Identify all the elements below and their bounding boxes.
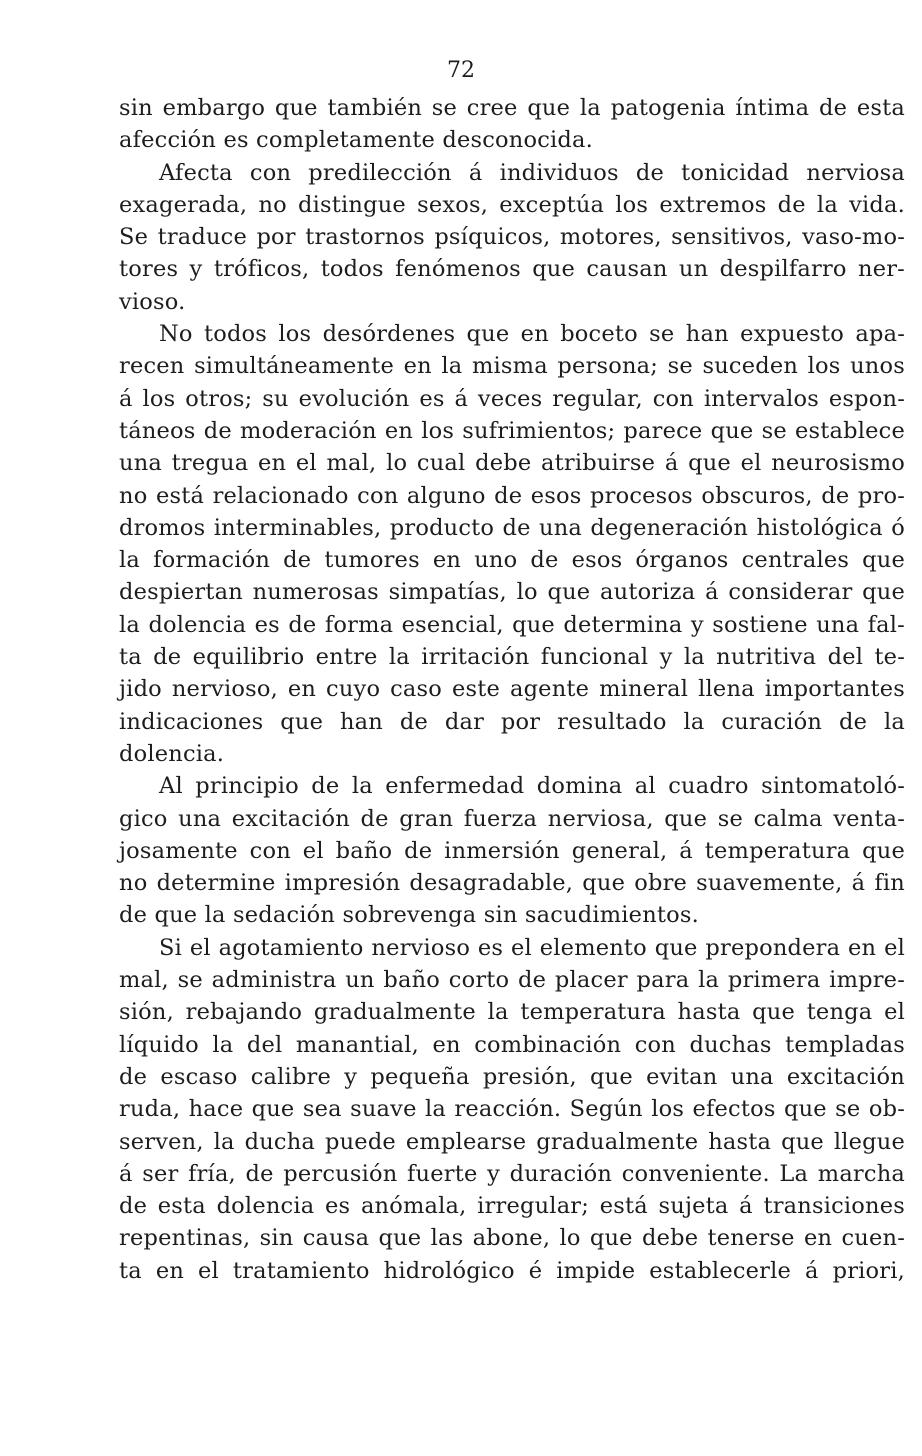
text-line: Si el agotamiento nervioso es el elemento que prepondera en el (159, 934, 905, 961)
text-line: tores y tróficos, todos fenómenos que causan un despilfarro ner- (119, 256, 905, 283)
text-line: exagerada, no distingue sexos, exceptúa los extremos de la vida. (119, 191, 905, 218)
text-line: á los otros; su evolución es á veces regular, con intervalos espon- (119, 385, 905, 412)
text-line: No todos los desórdenes que en boceto se han expuesto apa- (159, 321, 905, 348)
text-line: indicaciones que han de dar por resultado la curación de la (119, 708, 905, 735)
text-line: una tregua en el mal, lo cual debe atribuirse á que el neurosismo (119, 450, 905, 477)
text-line: gico una excitación de gran fuerza nerviosa, que se calma venta- (119, 805, 905, 832)
text-line: jido nervioso, en cuyo caso este agente mineral llena importantes (119, 676, 905, 703)
text-line: á ser fría, de percusión fuerte y duración conveniente. La marcha (119, 1160, 905, 1187)
text-line: serven, la ducha puede emplearse gradualmente hasta que llegue (119, 1128, 905, 1155)
text-line: de que la sedación sobrevenga sin sacudimientos. (119, 902, 699, 929)
text-line: josamente con el baño de inmersión general, á temperatura que (119, 837, 905, 864)
text-line: Al principio de la enfermedad domina al cuadro sintomatoló- (159, 773, 905, 800)
text-line: la dolencia es de forma esencial, que determina y sostiene una fal- (119, 611, 905, 638)
text-line: la formación de tumores en uno de esos órganos centrales que (119, 547, 905, 574)
text-line: sión, rebajando gradualmente la temperatura hasta que tenga el (119, 999, 905, 1026)
text-line: Afecta con predilección á individuos de tonicidad nerviosa (159, 159, 905, 186)
text-line: no está relacionado con alguno de esos procesos obscuros, de pro- (119, 482, 905, 509)
text-line: Se traduce por trastornos psíquicos, motores, sensitivos, vaso-mo- (119, 224, 905, 251)
text-line: despiertan numerosas simpatías, lo que autoriza á considerar que (119, 579, 905, 606)
text-line: ta en el tratamiento hidrológico é impide establecerle á priori, (119, 1257, 905, 1284)
text-line: no determine impresión desagradable, que obre suavemente, á fin (119, 870, 905, 897)
text-line: táneos de moderación en los sufrimientos; parece que se establece (119, 417, 905, 444)
text-line: dromos interminables, producto de una degeneración histológica ó (119, 514, 905, 541)
text-line: vioso. (119, 288, 186, 315)
body-text (119, 92, 905, 1287)
text-line: mal, se administra un baño corto de placer para la primera impre- (119, 967, 905, 994)
page-number: 72 (447, 58, 475, 83)
text-line: de escaso calibre y pequeña presión, que evitan una excitación (119, 1063, 905, 1090)
text-line: ruda, hace que sea suave la reacción. Según los efectos que se ob- (119, 1096, 905, 1123)
text-line: repentinas, sin causa que las abone, lo que debe tenerse en cuen- (119, 1225, 905, 1252)
text-line: afección es completamente desconocida. (119, 127, 593, 154)
text-line: de esta dolencia es anómala, irregular; está sujeta á transiciones (119, 1193, 905, 1220)
text-line: líquido la del manantial, en combinación con duchas templadas (119, 1031, 905, 1058)
text-line: ta de equilibrio entre la irritación funcional y la nutritiva del te- (119, 644, 905, 671)
text-line: recen simultáneamente en la misma persona; se suceden los unos (119, 353, 905, 380)
text-line: dolencia. (119, 740, 225, 767)
text-line: sin embargo que también se cree que la patogenia íntima de esta (119, 95, 905, 121)
